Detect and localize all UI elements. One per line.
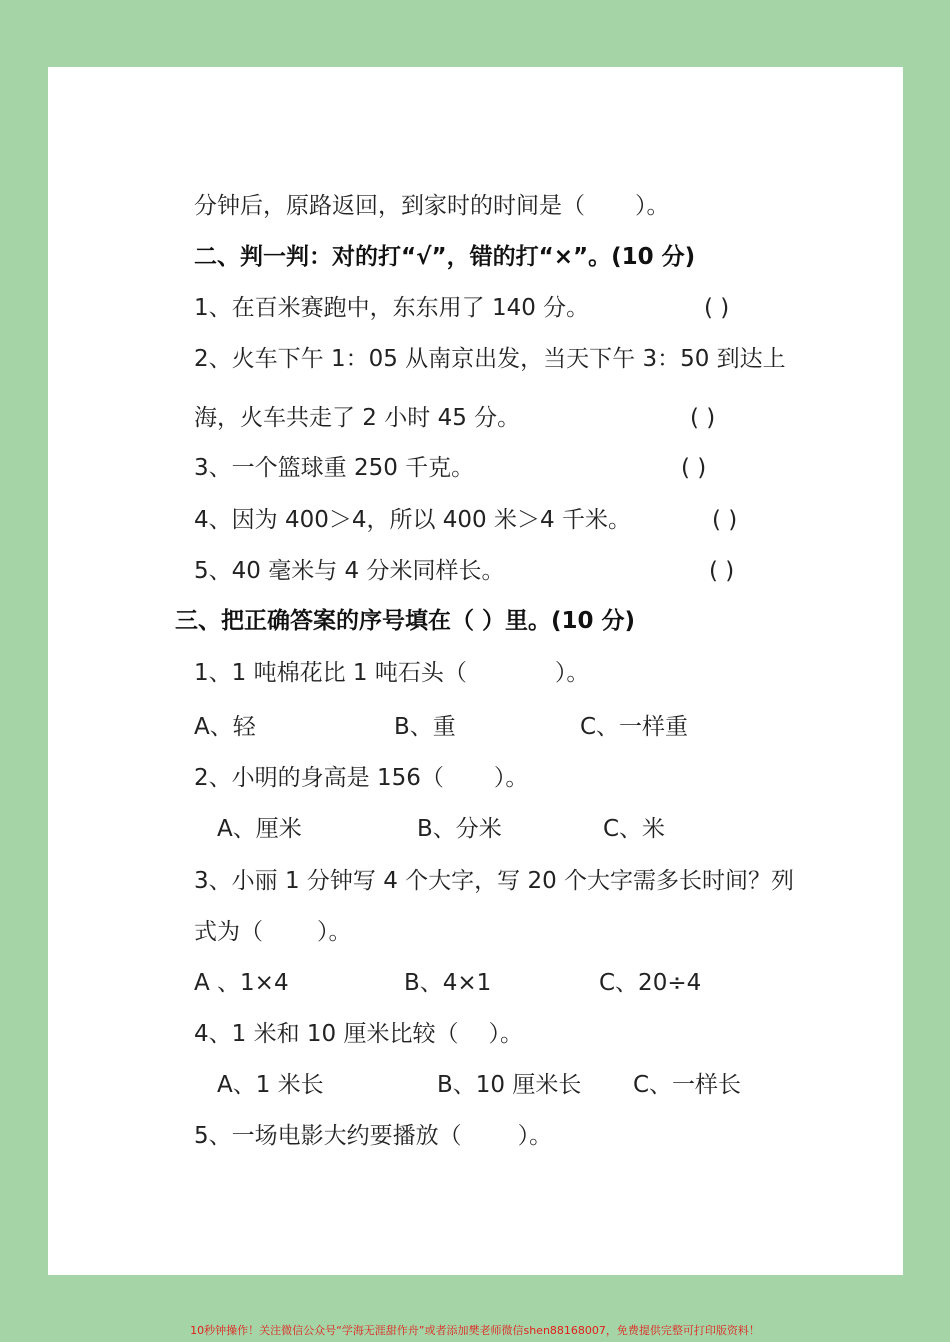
choice-q2-text: 2、小明的身高是 156（ [194,765,444,791]
choice-q4-close: ）。 [488,1021,523,1047]
q2-option-c: C、米 [603,816,666,842]
choice-q4-text: 4、1 米和 10 厘米比较（ [194,1021,459,1047]
choice-q2-close: ）。 [493,765,529,791]
section2-heading: 二、判一判：对的打“√”，错的打“×”。(10 分) [194,244,696,270]
q1-option-b: B、重 [394,714,456,740]
q2-option-a: A、厘米 [217,816,302,842]
judge-item-5: 5、40 毫米与 4 分米同样长。 [194,558,505,584]
q1-option-c: C、一样重 [580,714,689,740]
judge-item-1: 1、在百米赛跑中，东东用了 140 分。 [194,295,590,321]
choice-q4 [194,1019,523,1049]
choice-q3-cont [194,917,352,947]
continuation-line [194,191,670,221]
q2-option-b: B、分米 [417,816,502,842]
choice-q5-close: ）。 [517,1123,553,1149]
judge-item-2-cont: 海，火车共走了 2 小时 45 分。 [194,405,521,431]
q1-option-a: A、轻 [194,714,256,740]
promo-footer: 10秒钟操作！关注微信公众号“学海无涯甜作舟”或者添加樊老师微信shen88168007，免费提供完整可打印版资料！ [190,1324,760,1337]
q4-option-c: C、一样长 [633,1072,742,1098]
continuation-text: 分钟后，原路返回，到家时的时间是（ [194,193,585,219]
judge-item-2: 2、火车下午 1：05 从南京出发，当天下午 3：50 到达上 [194,346,786,372]
judge-answer-4[interactable]: ( ) [712,507,738,533]
choice-q2 [194,763,528,793]
q4-option-a: A、1 米长 [217,1072,324,1098]
choice-q3: 3、小丽 1 分钟写 4 个大字，写 20 个大字需多长时间？列 [194,868,795,894]
choice-q3-text2: 式为（ [194,919,263,945]
q3-option-b: B、4×1 [404,970,492,996]
judge-answer-2[interactable]: ( ) [690,405,716,431]
continuation-close: ）。 [635,193,670,219]
judge-answer-1[interactable]: ( ) [704,295,730,321]
judge-item-3: 3、一个篮球重 250 千克。 [194,455,475,481]
judge-answer-5[interactable]: ( ) [709,558,735,584]
q3-option-c: C、20÷4 [599,970,702,996]
q3-option-a: A 、1×4 [194,970,289,996]
choice-q1 [194,658,589,688]
choice-q3-close: ）。 [317,919,352,945]
section3-heading: 三、把正确答案的序号填在（ ）里。(10 分) [175,608,636,634]
choice-q1-text: 1、1 吨棉花比 1 吨石头（ [194,660,467,686]
choice-q5-text: 5、一场电影大约要播放（ [194,1123,462,1149]
worksheet-page [48,67,903,1275]
judge-item-4: 4、因为 400＞4，所以 400 米＞4 千米。 [194,507,631,533]
q4-option-b: B、10 厘米长 [437,1072,582,1098]
choice-q5 [194,1121,552,1151]
judge-answer-3[interactable]: ( ) [681,455,707,481]
choice-q1-close: ）。 [554,660,590,686]
